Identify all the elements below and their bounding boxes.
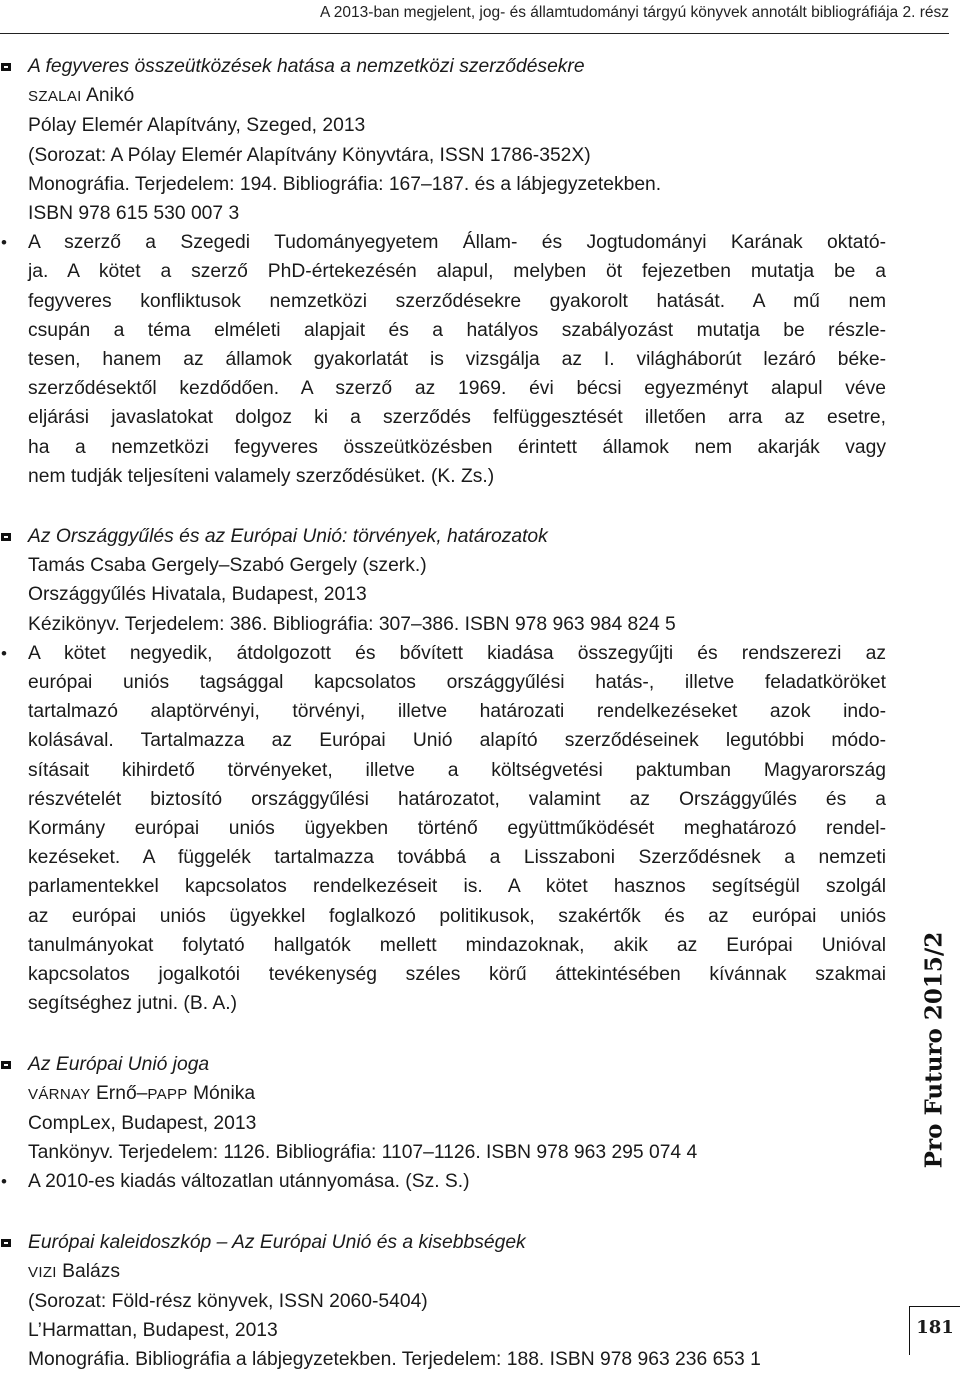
book-authors: VÁRNAY Ernő–PAPP Mónika — [28, 1082, 256, 1104]
book-details: Kézikönyv. Terjedelem: 386. Bibliográfia: 307–386. ISBN 978 963 984 824 5 — [28, 613, 676, 635]
entry-marker-icon — [1, 63, 11, 71]
bibliography-entry — [28, 1228, 886, 1375]
book-title: A fegyveres összeütközések hatása a nemzetközi szerződésekre — [28, 56, 585, 77]
book-title: Az Országgyűlés és az Európai Unió: törvények, határozatok — [28, 526, 548, 548]
book-series: (Sorozat: Föld-rész könyvek, ISSN 2060-5404) — [28, 1290, 428, 1312]
book-title: Európai kaleidoszkóp – Az Európai Unió és a kisebbségek — [28, 1231, 526, 1253]
abstract-line: sításait kihirdető törvényeket, illetve a költségvetési paktumban Magyarország — [28, 759, 886, 781]
journal-side-tab — [908, 930, 960, 1170]
author-lastname: VIZI — [28, 1263, 57, 1281]
book-abstract — [28, 639, 886, 1019]
abstract-line: tanulmányokat folytató hallgatók mellett mindazoknak, akik az Európai Unióval — [28, 934, 886, 956]
abstract-line: részvételét biztosító országgyűlési határozatot, valamint az Országgyűlés és a — [28, 788, 886, 810]
abstract-line: kezéseket. A függelék tartalmazza továbbá a Lisszaboni Szerződésnek a nemzeti — [28, 847, 886, 869]
page-number-box — [909, 1306, 960, 1355]
book-publisher: CompLex, Budapest, 2013 — [28, 1112, 257, 1134]
abstract-line: kapcsolatos jogalkotói tevékenység széles körű áttekintésében kívánnak szakmai — [28, 964, 886, 986]
header-rule — [0, 33, 949, 34]
book-title: Az Európai Unió joga — [28, 1053, 210, 1075]
abstract-line: segítséghez jutni. (B. A.) — [28, 993, 237, 1015]
bibliography-entry — [28, 522, 886, 1018]
book-publisher: Pólay Elemér Alapítvány, Szeged, 2013 — [28, 115, 366, 137]
book-details: Monográfia. Bibliográfia a lábjegyzetekben. Terjedelem: 188. ISBN 978 963 236 653 1 — [28, 1349, 761, 1371]
book-details: Monográfia. Terjedelem: 194. Bibliográfia: 167–187. és a lábjegyzetekben. — [28, 173, 662, 195]
abstract-line: parlamentekkel kapcsolatos rendelkezéseit is. A kötet hasznos segítségül szolgál — [28, 876, 886, 898]
book-publisher: Országgyűlés Hivatala, Budapest, 2013 — [28, 584, 367, 606]
entry-marker-icon — [1, 533, 11, 541]
book-publisher: L’Harmattan, Budapest, 2013 — [28, 1320, 278, 1342]
abstract-line: • A szerző a Szegedi Tudományegyetem Állam- és Jogtudományi Karának oktató- — [28, 232, 886, 254]
abstract-line: • A 2010-es kiadás változatlan utánnyomása. (Sz. S.) — [28, 1171, 470, 1193]
bibliography-entry — [28, 52, 886, 491]
book-abstract — [28, 228, 886, 491]
author-lastname: PAPP — [147, 1085, 188, 1103]
abstract-line: fegyveres konfliktusok nemzetközi szerződésekre gyakorolt hatását. A mű nem — [28, 290, 886, 312]
page-number: 181 — [916, 1317, 954, 1338]
bibliography-entry — [28, 1050, 886, 1197]
abstract-line: tartalmazó alaptörvényi, törvényi, illetve határozati rendelkezéseket azok indo- — [28, 701, 886, 723]
book-details: Tankönyv. Terjedelem: 1126. Bibliográfia: 1107–1126. ISBN 978 963 295 074 4 — [28, 1142, 698, 1164]
author-lastname: SZALAI — [28, 88, 82, 106]
abstract-line: szerződésektől kezdődően. A szerző az 1969. évi bécsi egyezményt alapul véve — [28, 378, 886, 400]
abstract-line: eljárási javaslatokat dolgoz ki a szerződés felfüggesztését illetően arra az esetre, — [28, 407, 886, 429]
book-authors: Tamás Csaba Gergely–Szabó Gergely (szerk.) — [28, 555, 427, 577]
abstract-line: ha a nemzetközi fegyveres összeütközésben érintett államok nem akarják vagy — [28, 436, 886, 458]
abstract-line: tesen, hanem az államok gyakorlatát is vizsgálja az I. világháborút lezáró béke- — [28, 349, 886, 371]
abstract-line: Kormány európai uniós ügyekben történő együttműködését meghatározó rendel- — [28, 818, 886, 840]
author-firstname: Ernő — [95, 1082, 137, 1104]
journal-title: Pro Futuro 2015/2 — [920, 931, 948, 1169]
abstract-line: az európai uniós ügyekkel foglalkozó politikusok, szakértők és az európai uniós — [28, 905, 886, 927]
abstract-line: kolásával. Tartalmazza az Európai Unió alapító szerződéseinek legutóbbi módo- — [28, 730, 886, 752]
book-author — [28, 81, 886, 111]
book-series: (Sorozat: A Pólay Elemér Alapítvány Könyvtára, ISSN 1786-352X) — [28, 144, 591, 166]
book-author — [28, 1257, 886, 1287]
entry-marker-icon — [1, 1239, 11, 1247]
abstract-line: európai uniós tagsággal kapcsolatos országgyűlési hatás-, illetve feladatköröket — [28, 672, 886, 694]
book-isbn: ISBN 978 615 530 007 3 — [28, 203, 240, 225]
abstract-line: csupán a téma elméleti alapjait és a hatályos szabályozást mutatja be részle- — [28, 319, 886, 341]
author-firstname: Anikó — [85, 85, 135, 107]
author-lastname: VÁRNAY — [28, 1085, 91, 1103]
abstract-line: nem tudják teljesíteni valamely szerződésüket. (K. Zs.) — [28, 465, 495, 487]
running-header: A 2013-ban megjelent, jog- és államtudományi tárgyú könyvek annotált bibliográfiája 2. rész — [320, 4, 949, 21]
book-abstract — [28, 1167, 886, 1196]
abstract-line: • A kötet negyedik, átdolgozott és bővített kiadása összegyűjti és rendszerezi az — [28, 642, 886, 664]
bibliography-list — [28, 52, 886, 1375]
entry-marker-icon — [1, 1061, 11, 1069]
author-firstname: Mónika — [193, 1082, 256, 1104]
abstract-line: ja. A kötet a szerző PhD-értekezésén alapul, melyben öt fejezetben mutatja be a — [28, 261, 886, 283]
author-firstname: Balázs — [62, 1260, 121, 1282]
